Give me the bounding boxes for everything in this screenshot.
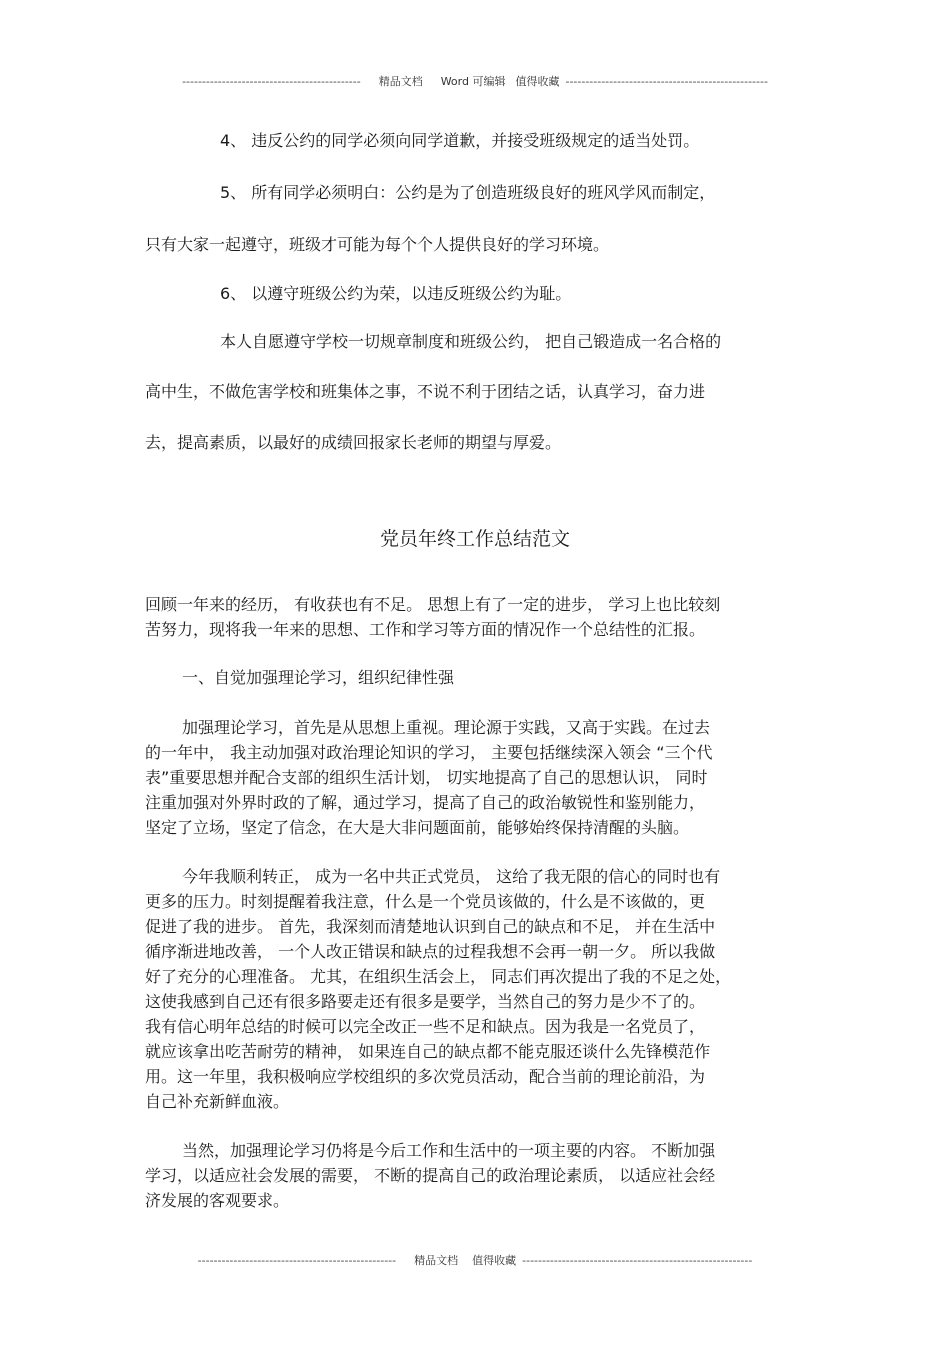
paragraph-line: 好了充分的心理准备。 尤其，在组织生活会上， 同志们再次提出了我的不足之处， xyxy=(145,967,732,986)
paragraph-line: 循序渐进地改善， 一个人改正错误和缺点的过程我想不会再一朝一夕。 所以我做 xyxy=(145,942,716,961)
pledge-line: 本人自愿遵守学校一切规章制度和班级公约， 把自己锻造成一名合格的 xyxy=(220,332,722,351)
paragraph-line: 表”重要思想并配合支部的组织生活计划， 切实地提高了自己的思想认识， 同时 xyxy=(145,768,708,787)
paragraph-line: 当然，加强理论学习仍将是今后工作和生活中的一项主要的内容。 不断加强 xyxy=(182,1141,716,1160)
pledge-line: 4、 违反公约的同学必须向同学道歉，并接受班级规定的适当处罚。 xyxy=(220,131,700,150)
paragraph-line: 我有信心明年总结的时候可以完全改正一些不足和缺点。因为我是一名党员了， xyxy=(145,1017,706,1036)
footer-label: 精品文档 xyxy=(414,1254,459,1267)
header-dash-right: --------------------------------------------------- xyxy=(565,74,768,88)
paragraph-line: 回顾一年来的经历， 有收获也有不足。 思想上有了一定的进步， 学习上也比较刻 xyxy=(145,595,721,614)
header-label-word: Word 可编辑 xyxy=(440,75,506,88)
paragraph-line: 学习，以适应社会发展的需要， 不断的提高自己的政治理论素质， 以适应社会经 xyxy=(145,1166,716,1185)
paragraph-line: 坚定了立场，坚定了信念，在大是大非问题面前，能够始终保持清醒的头脑。 xyxy=(145,818,690,837)
paragraph-line: 注重加强对外界时政的了解，通过学习，提高了自己的政治敏锐性和鉴别能力， xyxy=(145,793,706,812)
paragraph-line: 济发展的客观要求。 xyxy=(145,1191,290,1210)
footer-label-collect: 值得收藏 xyxy=(472,1254,517,1267)
paragraph-line: 用。这一年里，我积极响应学校组织的多次党员活动，配合当前的理论前沿，为 xyxy=(145,1067,706,1086)
paragraph-line: 今年我顺利转正， 成为一名中共正式党员， 这给了我无限的信心的同时也有 xyxy=(182,867,721,886)
pledge-line: 去，提高素质，以最好的成绩回报家长老师的期望与厚爱。 xyxy=(145,433,562,452)
pledge-line: 只有大家一起遵守，班级才可能为每个个人提供良好的学习环境。 xyxy=(145,235,610,254)
footer-dash-right: ---------------------------------------------------------- xyxy=(522,1253,753,1267)
header-dash-left: --------------------------------------------- xyxy=(182,74,361,88)
paragraph-line: 更多的压力。时刻提醒着我注意，什么是一个党员该做的，什么是不该做的，更 xyxy=(145,892,706,911)
paragraph-line: 苦努力，现将我一年来的思想、工作和学习等方面的情况作一个总结性的汇报。 xyxy=(145,620,706,639)
header-label: 精品文档 xyxy=(378,75,423,88)
section-heading: 一、自觉加强理论学习，组织纪律性强 xyxy=(182,668,455,687)
pledge-line: 5、 所有同学必须明白：公约是为了创造班级良好的班风学风而制定， xyxy=(220,183,716,202)
paragraph-line: 自己补充新鲜血液。 xyxy=(145,1092,290,1111)
footer-dash-left: -------------------------------------------------- xyxy=(197,1253,397,1267)
paragraph-line: 加强理论学习，首先是从思想上重视。理论源于实践，又高于实践。在过去 xyxy=(182,718,711,737)
page-footer xyxy=(0,1252,950,1268)
paragraph-line: 促进了我的进步。 首先，我深刻而清楚地认识到自己的缺点和不足， 并在生活中 xyxy=(145,917,716,936)
paragraph-line: 的一年中， 我主动加强对政治理论知识的学习， 主要包括继续深入领会 “三个代 xyxy=(145,743,713,762)
article-title: 党员年终工作总结范文 xyxy=(379,528,570,550)
paragraph-line: 这使我感到自己还有很多路要走还有很多是要学，当然自己的努力是少不了的。 xyxy=(145,992,706,1011)
pledge-line: 高中生，不做危害学校和班集体之事，不说不利于团结之话，认真学习，奋力进 xyxy=(145,382,706,401)
header-label-collect: 值得收藏 xyxy=(515,75,560,88)
paragraph-line: 就应该拿出吃苦耐劳的精神， 如果连自己的缺点都不能克服还谈什么先锋模范作 xyxy=(145,1042,711,1061)
page-header xyxy=(0,73,950,89)
pledge-line: 6、 以遵守班级公约为荣，以违反班级公约为耻。 xyxy=(220,284,572,303)
